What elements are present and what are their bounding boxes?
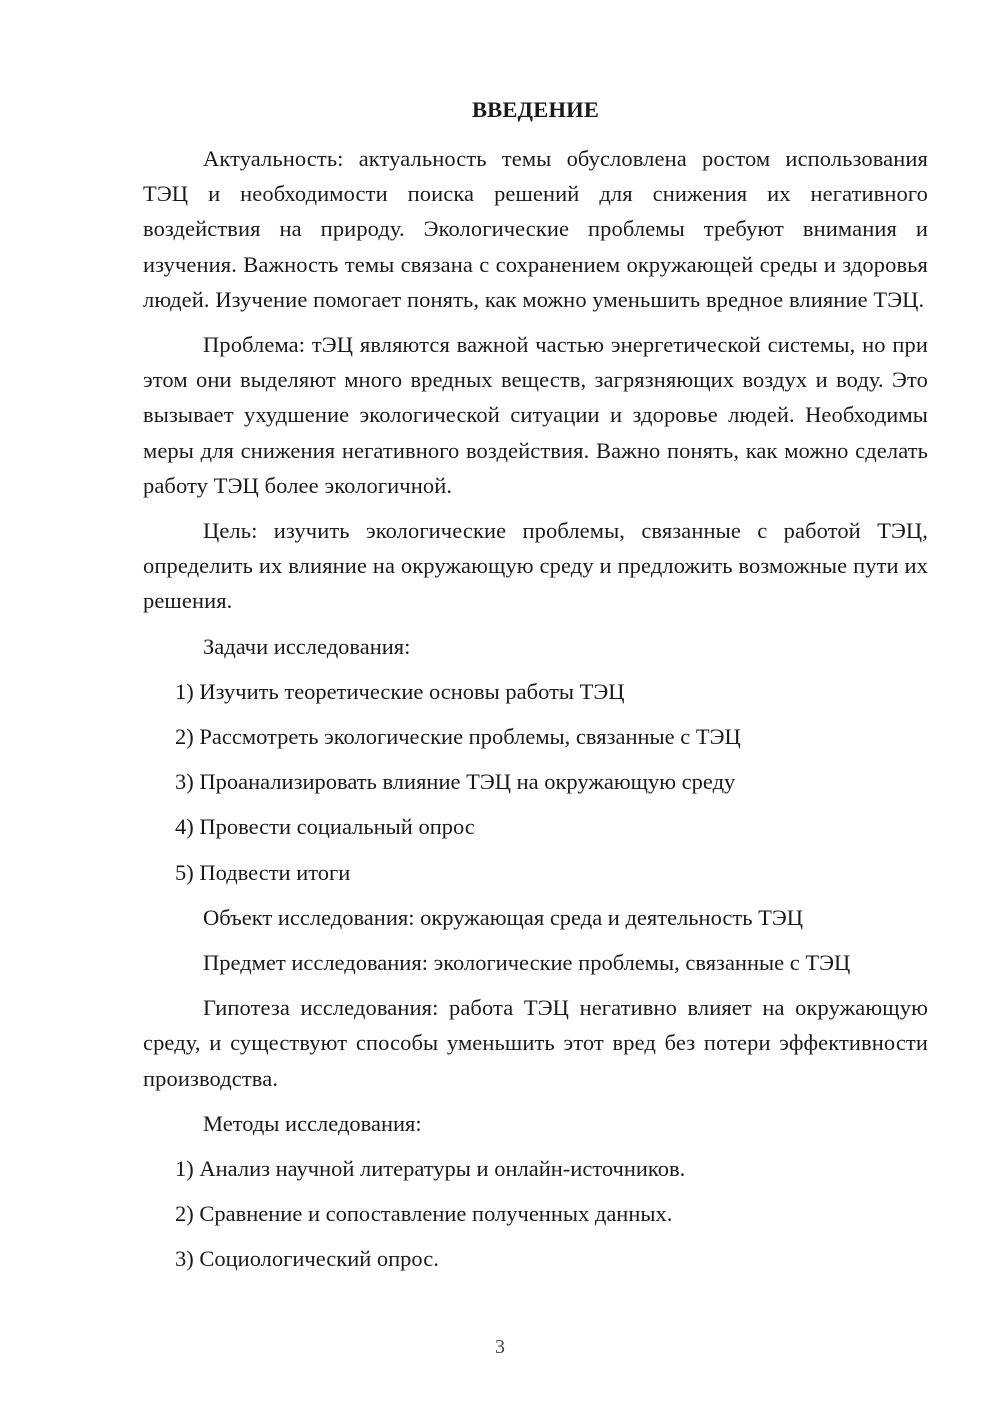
method-item: 3) Социологический опрос. [175,1246,439,1272]
method-item: 2) Сравнение и сопоставление полученных данных. [175,1201,673,1227]
task-item: 1) Изучить теоретические основы работы ТЭЦ [175,678,625,704]
task-item: 4) Провести социальный опрос [175,814,475,840]
method-item: 1) Анализ научной литературы и онлайн-источников. [175,1156,686,1182]
hypothesis-paragraph: Гипотеза исследования: работа ТЭЦ негативно влияет на окружающую среду, и существуют способы уменьшить этот вред без потери эффективности производства. [143,995,928,1091]
document-page [143,92,928,1287]
problem-paragraph: Проблема: тЭЦ являются важной частью энергетической системы, но при этом они выделяют много вредных веществ, загрязняющих воздух и воду. Это вызывает ухудшение экологической ситуации и здоровье людей. Необходимы меры для снижения негативного воздействия. Важно понять, как можно сделать работу ТЭЦ более экологичной. [143,332,928,498]
research-object: Объект исследования: окружающая среда и деятельность ТЭЦ [203,904,803,930]
methods-heading: Методы исследования: [203,1110,422,1136]
research-subject: Предмет исследования: экологические проблемы, связанные с ТЭЦ [203,950,851,976]
task-item: 5) Подвести итоги [175,859,351,885]
tasks-heading: Задачи исследования: [203,633,411,659]
page-number: 3 [495,1336,505,1358]
page-title: ВВЕДЕНИЕ [471,97,600,122]
relevance-paragraph: Актуальность: актуальность темы обусловлена ростом использования ТЭЦ и необходимости поиска решений для снижения их негативного воздействия на природу. Экологические проблемы требуют внимания и изучения. Важность темы связана с сохранением окружающей среды и здоровья людей. Изучение помогает понять, как можно уменьшить вредное влияние ТЭЦ. [143,146,928,312]
task-item: 3) Проанализировать влияние ТЭЦ на окружающую среду [175,769,736,795]
goal-paragraph: Цель: изучить экологические проблемы, связанные с работой ТЭЦ, определить их влияние на окружающую среду и предложить возможные пути их решения. [143,518,928,614]
task-item: 2) Рассмотреть экологические проблемы, связанные с ТЭЦ [175,724,741,750]
